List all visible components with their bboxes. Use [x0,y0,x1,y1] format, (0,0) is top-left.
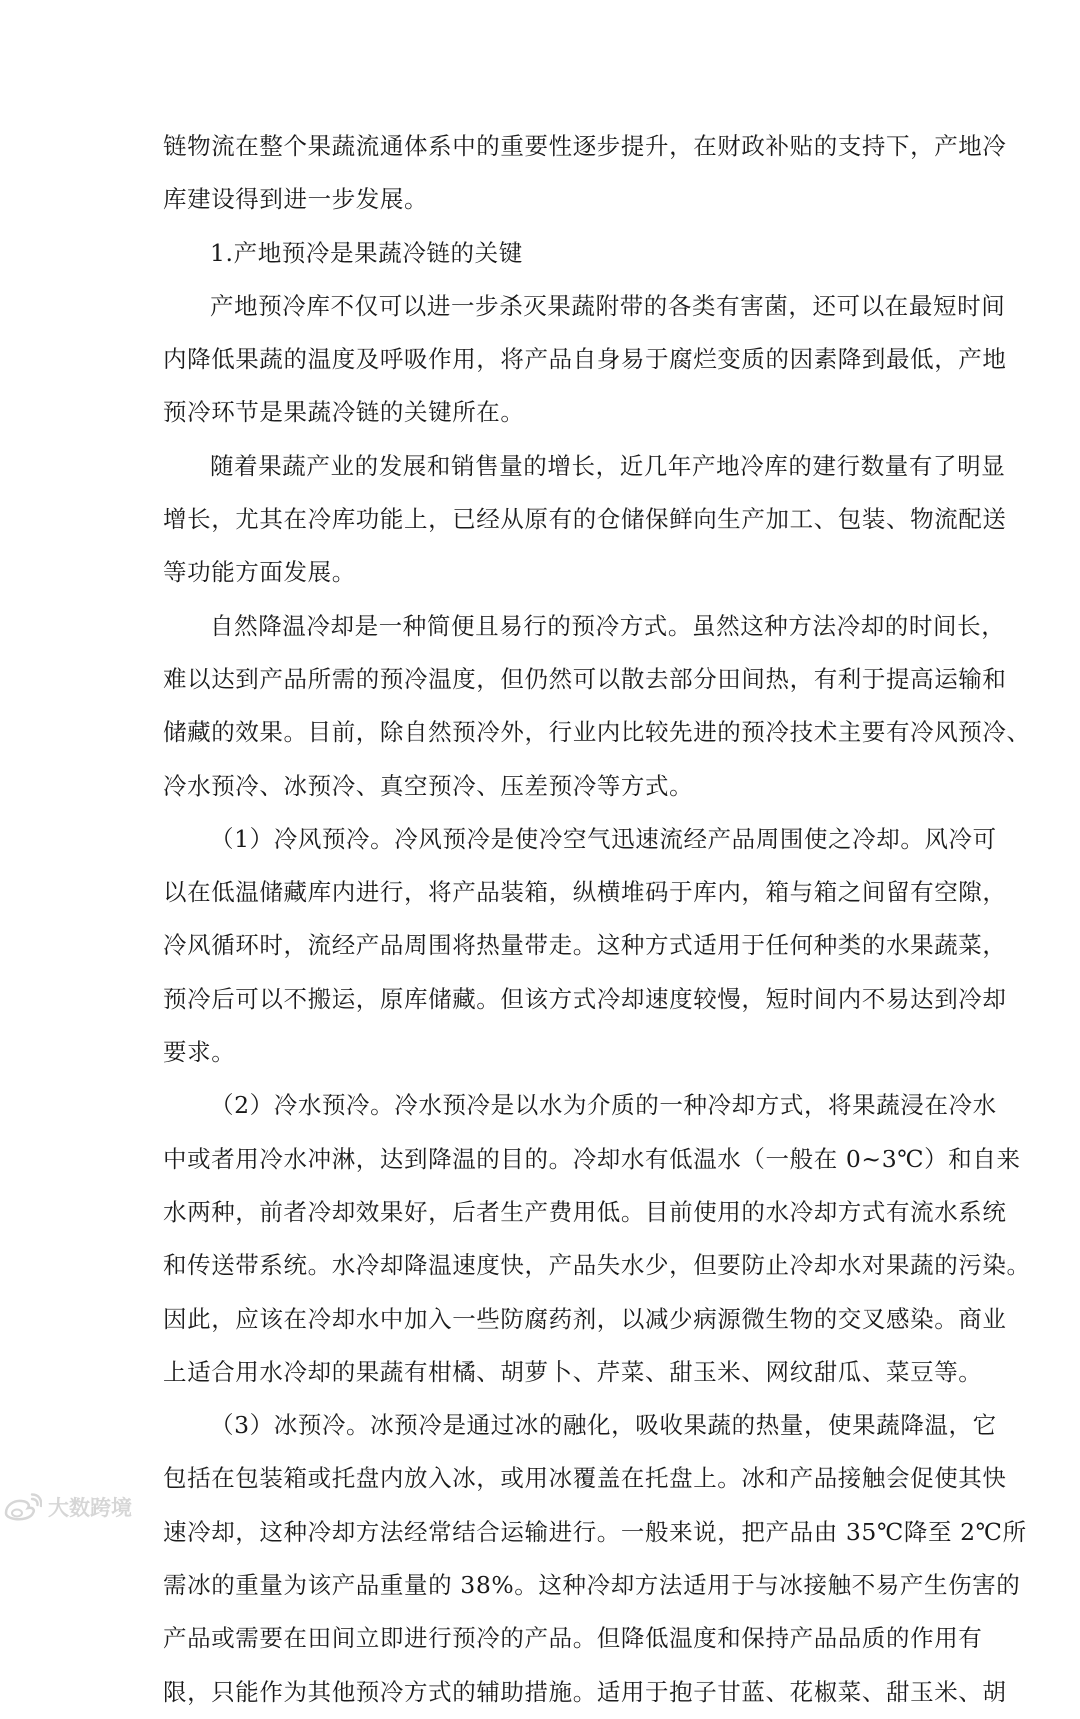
section-heading: 1.产地预冷是果蔬冷链的关键 [210,238,523,267]
text-line: 水两种，前者冷却效果好，后者生产费用低。目前使用的水冷却方式有流水系统 [163,1197,1007,1226]
watermark-text: 大数跨境 [48,1496,132,1520]
text-line: 限，只能作为其他预冷方式的辅助措施。适用于抱子甘蓝、花椒菜、甜玉米、胡 [163,1677,1007,1706]
text-line: 链物流在整个果蔬流通体系中的重要性逐步提升，在财政补贴的支持下，产地冷 [163,132,1007,160]
text-line: 需冰的重量为该产品重量的 38%。这种冷却方法适用于与冰接触不易产生伤害的 [163,1571,1021,1600]
text-line: 预冷后可以不搬运，原库储藏。但该方式冷却速度较慢，短时间内不易达到冷却 [163,984,1007,1013]
text-line: 冷水预冷、冰预冷、真空预冷、压差预冷等方式。 [163,771,694,800]
text-line: 等功能方面发展。 [163,558,356,587]
weibo-logo-icon [2,1493,42,1521]
text-line: 难以达到产品所需的预冷温度，但仍然可以散去部分田间热，有利于提高运输和 [163,664,1007,693]
text-line: （2）冷水预冷。冷水预冷是以水为介质的一种冷却方式，将果蔬浸在冷水 [210,1091,997,1120]
text-line: 随着果蔬产业的发展和销售量的增长，近几年产地冷库的建行数量有了明显 [210,451,1006,480]
text-line: 内降低果蔬的温度及呼吸作用，将产品自身易于腐烂变质的因素降到最低，产地 [163,345,1007,374]
text-line: 上适合用水冷却的果蔬有柑橘、胡萝卜、芹菜、甜玉米、网纹甜瓜、菜豆等。 [163,1357,983,1386]
text-line: 和传送带系统。水冷却降温速度快，产品失水少，但要防止冷却水对果蔬的污染。 [163,1251,1031,1280]
watermark [2,1493,132,1521]
text-line: 要求。 [163,1038,236,1067]
text-line: 产品或需要在田间立即进行预冷的产品。但降低温度和保持产品品质的作用有 [163,1624,983,1653]
text-line: 产地预冷库不仅可以进一步杀灭果蔬附带的各类有害菌，还可以在最短时间 [210,291,1006,320]
text-line: 以在低温储藏库内进行，将产品装箱，纵横堆码于库内，箱与箱之间留有空隙， [163,878,1007,907]
text-line: 冷风循环时，流经产品周围将热量带走。这种方式适用于任何种类的水果蔬菜， [163,931,1007,960]
text-line: 库建设得到进一步发展。 [163,185,429,214]
text-line: 预冷环节是果蔬冷链的关键所在。 [163,398,525,427]
text-line: 速冷却，这种冷却方法经常结合运输进行。一般来说，把产品由 35℃降至 2℃所 [163,1517,1027,1546]
text-line: 中或者用冷水冲淋，达到降温的目的。冷却水有低温水（一般在 0~3℃）和自来 [163,1144,1021,1173]
text-line: 包括在包装箱或托盘内放入冰，或用冰覆盖在托盘上。冰和产品接触会促使其快 [163,1464,1007,1493]
text-line: 因此，应该在冷却水中加入一些防腐药剂，以减少病源微生物的交叉感染。商业 [163,1304,1007,1333]
body-text [163,120,1031,1719]
text-line: 储藏的效果。目前，除自然预冷外，行业内比较先进的预冷技术主要有冷风预冷、 [163,718,1031,747]
text-line: 增长，尤其在冷库功能上，已经从原有的仓储保鲜向生产加工、包装、物流配送 [163,505,1007,534]
text-line: 自然降温冷却是一种简便且易行的预冷方式。虽然这种方法冷却的时间长， [210,611,1006,640]
text-line: （3）冰预冷。冰预冷是通过冰的融化，吸收果蔬的热量，使果蔬降温，它 [210,1411,997,1440]
text-line: （1）冷风预冷。冷风预冷是使冷空气迅速流经产品周围使之冷却。风冷可 [210,824,997,853]
